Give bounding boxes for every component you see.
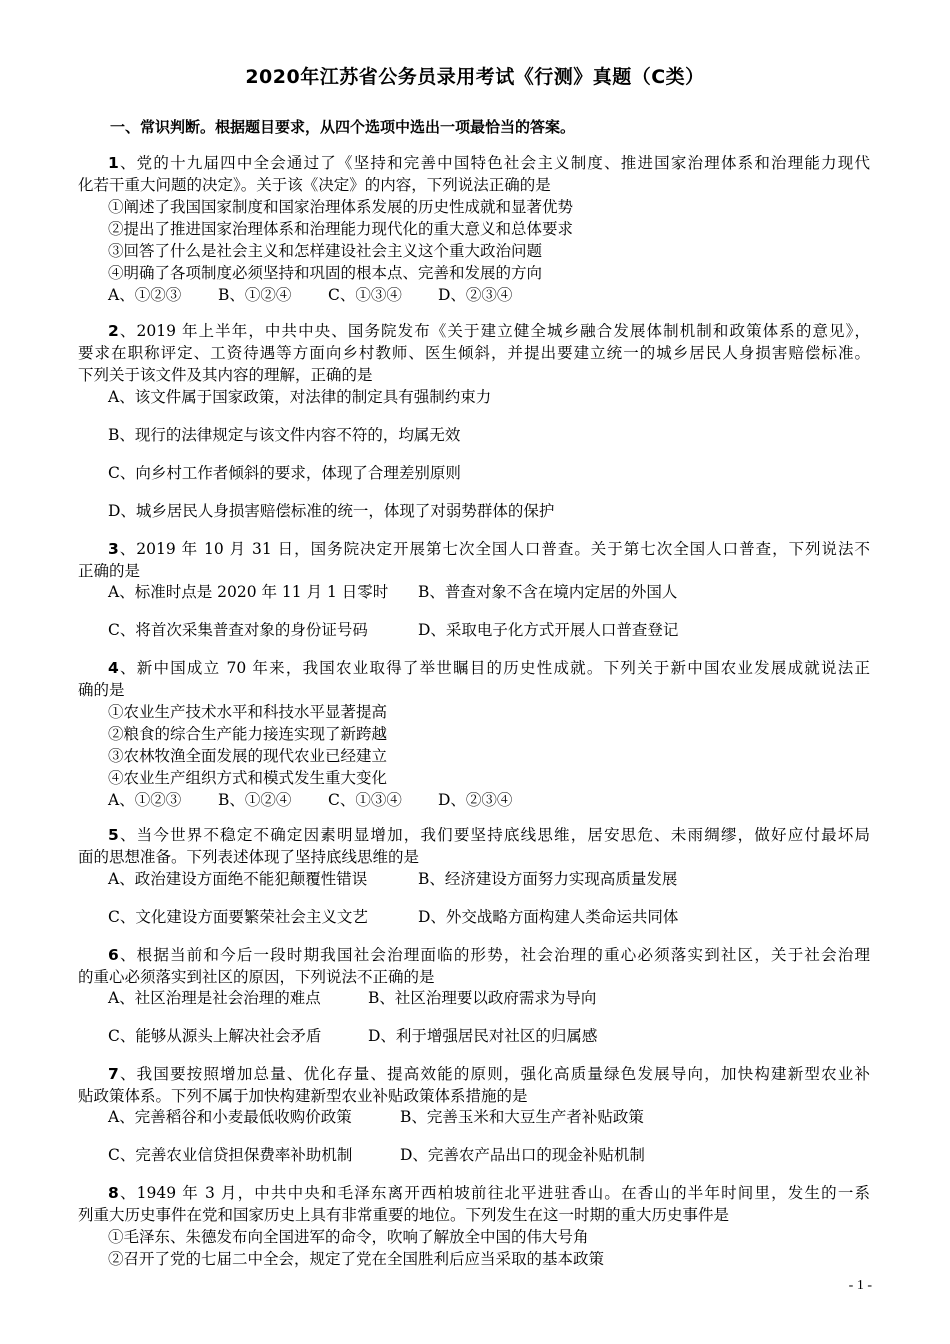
question-5-options-row-2 xyxy=(108,906,678,928)
question-1-stem-line-2: 化若干重大问题的决定》。关于该《决定》的内容，下列说法正确的是 xyxy=(78,176,551,194)
question-1-stem-line-1: 1、党的十九届四中全会通过了《坚持和完善中国特色社会主义制度、推进国家治理体系和治理能力现代 xyxy=(108,154,870,172)
question-8-item-1: ①毛泽东、朱德发布向全国进军的命令，吹响了解放全中国的伟大号角 xyxy=(108,1228,589,1246)
question-1-options xyxy=(108,284,512,306)
question-7-stem-line-2: 贴政策体系。下列不属于加快构建新型农业补贴政策体系措施的是 xyxy=(78,1087,528,1105)
question-6-stem-line-2: 的重心必须落实到社区的原因，下列说法不正确的是 xyxy=(78,968,435,986)
option-b: B、经济建设方面努力实现高质量发展 xyxy=(418,870,678,888)
question-4-item-4: ④农业生产组织方式和模式发生重大变化 xyxy=(108,769,388,787)
section-heading: 一、常识判断。根据题目要求，从四个选项中选出一项最恰当的答案。 xyxy=(110,118,576,136)
question-6-options-row-2 xyxy=(108,1025,597,1047)
option-a: A、①②③ xyxy=(108,791,182,809)
question-1-item-2: ②提出了推进国家治理体系和治理能力现代化的重大意义和总体要求 xyxy=(108,220,574,238)
question-2-stem-line-2: 要求在职称评定、工资待遇等方面向乡村教师、医生倾斜，并提出要建立统一的城乡居民人身损害赔偿标准。 xyxy=(78,344,870,362)
question-2-option-d: D、城乡居民人身损害赔偿标准的统一，体现了对弱势群体的保护 xyxy=(108,502,555,520)
question-5-options-row-1 xyxy=(108,868,677,890)
question-4-item-2: ②粮食的综合生产能力接连实现了新跨越 xyxy=(108,725,388,743)
option-c: C、能够从源头上解决社会矛盾 xyxy=(108,1027,322,1045)
question-8-stem-line-1: 8、1949 年 3 月，中共中央和毛泽东离开西柏坡前往北平进驻香山。在香山的半年时间里，发生的一系 xyxy=(108,1184,870,1202)
option-b: B、①②④ xyxy=(218,791,292,809)
option-d: D、利于增强居民对社区的归属感 xyxy=(368,1027,598,1045)
question-5-stem-line-1: 5、当今世界不稳定不确定因素明显增加，我们要坚持底线思维，居安思危、未雨绸缪，做好应付最坏局 xyxy=(108,826,870,844)
option-a: A、①②③ xyxy=(108,286,182,304)
option-d: D、采取电子化方式开展人口普查登记 xyxy=(418,621,679,639)
question-1-item-1: ①阐述了我国国家制度和国家治理体系发展的历史性成就和显著优势 xyxy=(108,198,574,216)
question-1-item-3: ③回答了什么是社会主义和怎样建设社会主义这个重大政治问题 xyxy=(108,242,543,260)
option-b: B、①②④ xyxy=(218,286,292,304)
option-c: C、将首次采集普查对象的身份证号码 xyxy=(108,621,368,639)
question-6-options-row-1 xyxy=(108,987,596,1009)
question-3-stem-line-2: 正确的是 xyxy=(78,562,141,580)
question-8-stem-line-2: 列重大历史事件在党和国家历史上具有非常重要的地位。下列发生在这一时期的重大历史事件是 xyxy=(78,1206,730,1224)
question-6-stem-line-1: 6、根据当前和今后一段时期我国社会治理面临的形势，社会治理的重心必须落实到社区，关于社会治理 xyxy=(108,946,870,964)
option-a: A、标准时点是 2020 年 11 月 1 日零时 xyxy=(108,583,389,601)
question-3-options-row-1 xyxy=(108,581,677,603)
option-d: D、②③④ xyxy=(438,791,513,809)
option-b: B、完善玉米和大豆生产者补贴政策 xyxy=(400,1108,644,1126)
option-c: C、完善农业信贷担保费率补助机制 xyxy=(108,1146,353,1164)
question-7-stem-line-1: 7、我国要按照增加总量、优化存量、提高效能的原则，强化高质量绿色发展导向，加快构建新型农业补 xyxy=(108,1065,870,1083)
option-d: D、外交战略方面构建人类命运共同体 xyxy=(418,908,679,926)
page-number: - 1 - xyxy=(848,1278,872,1293)
option-a: A、政治建设方面绝不能犯颠覆性错误 xyxy=(108,870,368,888)
option-d: D、②③④ xyxy=(438,286,513,304)
question-7-options-row-1 xyxy=(108,1106,644,1128)
option-b: B、社区治理要以政府需求为导向 xyxy=(368,989,597,1007)
option-d: D、完善农产品出口的现金补贴机制 xyxy=(400,1146,645,1164)
question-3-stem-line-1: 3、2019 年 10 月 31 日，国务院决定开展第七次全国人口普查。关于第七次全国人口普查，下列说法不 xyxy=(108,540,870,558)
option-a: A、社区治理是社会治理的难点 xyxy=(108,989,321,1007)
question-1-item-4: ④明确了各项制度必须坚持和巩固的根本点、完善和发展的方向 xyxy=(108,264,543,282)
question-4-stem-line-1: 4、新中国成立 70 年来，我国农业取得了举世瞩目的历史性成就。下列关于新中国农业发展成就说法正 xyxy=(108,659,870,677)
page-title: 2020年江苏省公务员录用考试《行测》真题（C类） xyxy=(245,66,705,88)
question-2-stem-line-1: 2、2019 年上半年，中共中央、国务院发布《关于建立健全城乡融合发展体制机制和政策体系的意见》， xyxy=(108,322,870,340)
question-2-stem-line-3: 下列关于该文件及其内容的理解，正确的是 xyxy=(78,366,373,384)
question-8-item-2: ②召开了党的七届二中全会，规定了党在全国胜利后应当采取的基本政策 xyxy=(108,1250,605,1268)
question-2-option-b: B、现行的法律规定与该文件内容不符的，均属无效 xyxy=(108,426,461,444)
question-4-item-3: ③农林牧渔全面发展的现代农业已经建立 xyxy=(108,747,388,765)
question-5-stem-line-2: 面的思想准备。下列表述体现了坚持底线思维的是 xyxy=(78,848,420,866)
question-4-options xyxy=(108,789,512,811)
option-c: C、①③④ xyxy=(328,791,402,809)
question-4-stem-line-2: 确的是 xyxy=(78,681,125,699)
question-4-item-1: ①农业生产技术水平和科技水平显著提高 xyxy=(108,703,388,721)
question-7-options-row-2 xyxy=(108,1144,645,1166)
question-2-option-a: A、该文件属于国家政策，对法律的制定具有强制约束力 xyxy=(108,388,492,406)
question-2-option-c: C、向乡村工作者倾斜的要求，体现了合理差别原则 xyxy=(108,464,461,482)
option-c: C、文化建设方面要繁荣社会主义文艺 xyxy=(108,908,368,926)
option-c: C、①③④ xyxy=(328,286,402,304)
question-3-options-row-2 xyxy=(108,619,678,641)
option-b: B、普查对象不含在境内定居的外国人 xyxy=(418,583,678,601)
option-a: A、完善稻谷和小麦最低收购价政策 xyxy=(108,1108,352,1126)
